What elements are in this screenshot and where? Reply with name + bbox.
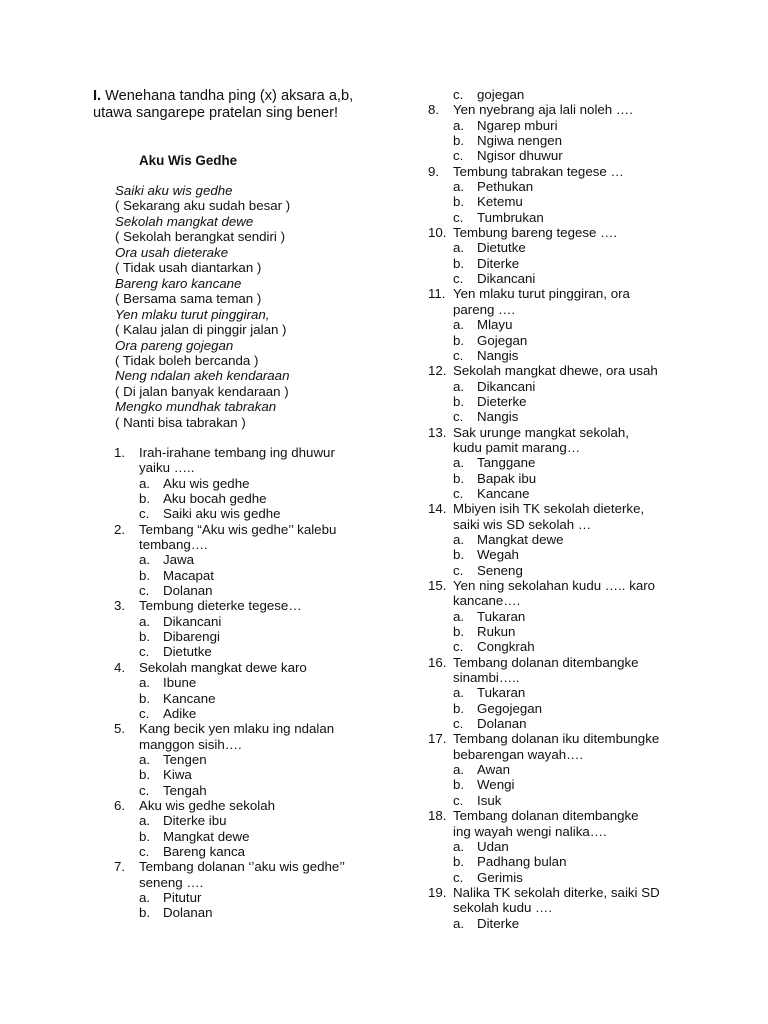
option-letter: b. [453,332,465,348]
option-letter: c. [139,506,150,522]
question-number: 17. [428,731,447,747]
option-letter: a. [139,675,151,691]
question-text: saiki wis SD sekolah … [453,516,592,532]
option-letter: c. [453,148,464,164]
question-item [114,721,374,798]
option-text: Isuk [477,792,502,808]
option-letter: c. [453,716,464,732]
question-number: 2. [114,521,126,537]
answer-option [453,87,748,102]
answer-options [453,685,748,731]
answer-option [453,547,748,562]
option-letter: b. [139,567,151,583]
answer-option [139,476,374,491]
option-text: Nangis [477,347,519,363]
option-letter: b. [453,547,465,563]
poem-line: Neng ndalan akeh kendaraan [115,368,290,384]
option-letter: a. [453,685,465,701]
answer-options [453,379,748,425]
option-text: Jawa [163,552,195,568]
option-text: Dibarengi [163,629,220,645]
question-item [428,225,748,286]
option-letter: c. [139,705,150,721]
option-letter: a. [453,608,465,624]
option-text: Dolanan [163,905,213,921]
option-letter: a. [139,475,151,491]
answer-options [139,890,374,921]
option-letter: b. [453,470,465,486]
question-text: Tembang dolanan ditembangke [453,654,639,670]
option-letter: b. [139,767,151,783]
poem-title: Aku Wis Gedhe [139,153,238,168]
option-text: Pethukan [477,179,534,195]
question-7-continuation [428,87,748,102]
question-item [428,102,748,163]
option-text: Bapak ibu [477,470,537,486]
question-item [428,655,748,732]
option-letter: b. [453,194,465,210]
option-text: Adike [163,705,197,721]
answer-option [139,691,374,706]
answer-options [453,179,748,225]
question-text: sinambi….. [453,670,520,686]
question-text: sekolah kudu …. [453,900,553,916]
option-text: Pitutur [163,889,202,905]
question-item [428,363,748,424]
answer-option [453,839,748,854]
question-number: 16. [428,654,447,670]
option-letter: c. [139,782,150,798]
option-text: Mangkat dewe [477,531,564,547]
instruction [93,88,368,122]
question-text: Yen ning sekolahan kudu ….. karo [453,578,656,593]
option-letter: b. [453,393,465,409]
question-text: Yen nyebrang aja lali noleh …. [453,102,633,118]
answer-option [453,179,748,194]
option-text: Macapat [163,567,214,583]
answer-option [139,905,374,920]
answer-option [453,256,748,271]
answer-option [453,210,748,225]
question-number: 7. [114,859,126,875]
answer-options [139,752,374,798]
question-text: Sekolah mangkat dewe karo [139,659,307,675]
answer-option [453,532,748,547]
option-letter: b. [139,629,151,645]
option-letter: c. [453,792,464,808]
option-text: Awan [477,762,511,778]
question-number: 15. [428,578,447,593]
question-number: 6. [114,797,126,813]
question-item [114,445,374,522]
option-letter: c. [453,409,464,425]
option-letter: a. [139,552,151,568]
option-text: Ngiwa nengen [477,133,563,149]
answer-option [453,394,748,409]
option-text: Gojegan [477,332,528,348]
option-text: Ngarep mburi [477,117,558,133]
question-text: Tembang “Aku wis gedhe’’ kalebu [139,521,337,537]
answer-option [453,348,748,363]
question-item [114,522,374,599]
answer-option [453,379,748,394]
poem-line: Ora usah dieterake [115,244,229,260]
option-text: Kiwa [163,767,192,783]
question-item [428,164,748,225]
poem-line: Bareng karo kancane [115,275,242,291]
question-number: 10. [428,225,447,241]
answer-option [453,133,748,148]
question-number: 1. [114,445,126,460]
answer-option [453,701,748,716]
answer-option [453,793,748,808]
poem-lyrics [115,183,375,430]
option-text: Gerimis [477,869,523,885]
option-letter: c. [453,639,464,655]
answer-option [453,148,748,163]
option-text: Diterke [477,255,520,271]
option-letter: b. [453,777,465,793]
option-text: Nangis [477,409,519,425]
option-letter: a. [139,613,151,629]
option-letter: a. [453,531,465,547]
option-letter: c. [139,843,150,859]
option-text: Dikancani [477,378,536,394]
question-item [428,808,748,885]
option-letter: b. [139,491,151,507]
option-letter: b. [453,854,465,870]
answer-option [453,317,748,332]
answer-option [453,486,748,501]
answer-option [453,194,748,209]
answer-options [453,839,748,885]
question-item [428,501,748,578]
question-number: 14. [428,501,447,517]
option-text: Dolanan [477,716,527,732]
option-letter: c. [453,485,464,501]
answer-option [139,629,374,644]
answer-options [453,87,748,102]
answer-option [139,675,374,690]
question-number: 11. [428,286,446,302]
option-letter: b. [453,255,465,271]
answer-option [139,829,374,844]
option-letter: c. [453,87,464,102]
answer-option [453,685,748,700]
question-text: tembang…. [139,537,208,553]
answer-option [453,870,748,885]
answer-option [139,706,374,721]
answer-options [139,614,374,660]
answer-option [139,752,374,767]
answer-option [453,777,748,792]
poem-line: ( Sekarang aku sudah besar ) [115,198,291,214]
answer-options [453,317,748,363]
answer-option [453,854,748,869]
poem-line: Yen mlaku turut pinggiran, [115,306,270,322]
option-text: Tukaran [477,608,526,624]
instruction-text: Wenehana tandha ping (x) aksara a,b, utawa sangarepe pratelan sing bener! [93,88,354,121]
question-text: Tembung dieterke tegese… [139,598,302,614]
option-text: Rukun [477,624,516,640]
answer-options [453,118,748,164]
question-item [428,578,748,655]
question-list-left [114,445,374,921]
option-text: Aku wis gedhe [163,475,250,491]
question-number: 18. [428,808,447,824]
option-text: Seneng [477,562,523,578]
poem-line: ( Di jalan banyak kendaraan ) [115,383,289,399]
answer-options [453,240,748,286]
question-text: ing wayah wengi nalika…. [453,823,607,839]
poem-line: ( Tidak boleh bercanda ) [115,352,259,368]
option-text: Tukaran [477,685,526,701]
poem-line: Sekolah mangkat dewe [115,213,254,229]
option-text: Wegah [477,547,519,563]
option-letter: c. [453,209,464,225]
option-letter: b. [453,133,465,149]
question-text: bebarengan wayah…. [453,746,584,762]
option-letter: a. [453,240,465,256]
question-number: 8. [428,102,440,118]
question-text: yaiku ….. [139,460,195,476]
answer-option [139,568,374,583]
option-text: Kancane [477,485,530,501]
question-number: 5. [114,721,126,737]
option-text: Dikancani [477,271,536,287]
question-text: kudu pamit marang… [453,439,581,455]
option-letter: b. [453,624,465,640]
option-text: Ibune [163,675,197,691]
answer-option [453,118,748,133]
question-number: 13. [428,424,447,440]
question-item [428,731,748,808]
option-letter: c. [453,869,464,885]
section-numeral: I. [93,88,102,104]
answer-option [139,583,374,598]
question-item [114,859,374,920]
answer-option [453,240,748,255]
question-text: Tembang dolanan ditembangke [453,808,639,824]
poem-line: ( Nanti bisa tabrakan ) [115,414,246,430]
question-text: Kang becik yen mlaku ing ndalan [139,721,335,737]
question-number: 3. [114,598,126,614]
answer-option [139,614,374,629]
question-text: seneng …. [139,874,204,890]
question-number: 9. [428,163,440,179]
answer-option [139,506,374,521]
question-item [428,885,748,931]
answer-option [453,333,748,348]
option-letter: b. [139,828,151,844]
option-text: Bareng kanca [163,843,246,859]
answer-option [139,813,374,828]
option-letter: a. [453,179,465,195]
option-letter: a. [453,455,465,471]
question-item [428,425,748,502]
option-letter: b. [139,905,151,921]
option-text: Ketemu [477,194,523,210]
question-item [114,598,374,659]
option-text: Dolanan [163,583,213,599]
option-text: Padhang bulan [477,854,567,870]
answer-option [453,563,748,578]
answer-option [453,471,748,486]
question-list-right [428,87,748,931]
answer-options [139,675,374,721]
question-text: Sekolah mangkat dhewe, ora usah [453,363,658,379]
option-text: gojegan [477,87,525,102]
option-letter: a. [139,889,151,905]
answer-option [453,409,748,424]
option-letter: b. [453,700,465,716]
question-text: Mbiyen isih TK sekolah dieterke, [453,501,645,517]
question-item [114,798,374,859]
option-letter: a. [453,117,465,133]
answer-option [453,271,748,286]
poem-line: Saiki aku wis gedhe [115,183,233,198]
option-text: Dietutke [163,644,212,660]
question-text: manggon sisih…. [139,736,242,752]
option-text: Tanggane [477,455,536,471]
answer-options [139,813,374,859]
option-letter: a. [453,378,465,394]
answer-options [453,455,748,501]
answer-option [139,552,374,567]
answer-options [139,552,374,598]
option-letter: c. [139,583,150,599]
question-text: Tembung tabrakan tegese … [453,163,624,179]
answer-option [453,716,748,731]
option-text: Saiki aku wis gedhe [163,506,281,522]
option-text: Dikancani [163,613,222,629]
option-text: Mangkat dewe [163,828,250,844]
option-text: Dietutke [477,240,526,256]
answer-option [139,767,374,782]
answer-option [453,455,748,470]
question-text: Nalika TK sekolah diterke, saiki SD [453,884,660,900]
option-text: Dieterke [477,393,527,409]
option-letter: c. [453,271,464,287]
question-text: Tembung bareng tegese …. [453,225,618,241]
answer-option [453,639,748,654]
poem-line: ( Tidak usah diantarkan ) [115,260,262,276]
option-text: Diterke [477,915,520,931]
option-letter: a. [453,915,465,931]
option-letter: a. [139,813,151,829]
option-text: Mlayu [477,317,513,333]
question-text: Tembang dolanan iku ditembungke [453,731,660,747]
answer-option [139,644,374,659]
answer-option [139,890,374,905]
option-text: Kancane [163,690,216,706]
option-letter: a. [453,317,465,333]
option-text: Diterke ibu [163,813,227,829]
option-text: Wengi [477,777,515,793]
option-letter: a. [453,762,465,778]
question-number: 12. [428,363,447,379]
answer-option [453,916,748,931]
option-text: Congkrah [477,639,535,655]
question-text: Tembang dolanan ‘’aku wis gedhe’’ [139,859,345,875]
question-text: Sak urunge mangkat sekolah, [453,424,629,440]
option-text: Tengen [163,751,207,767]
option-letter: b. [139,690,151,706]
question-item [428,286,748,363]
question-text: Yen mlaku turut pinggiran, ora [453,286,630,302]
poem-line: ( Sekolah berangkat sendiri ) [115,229,285,245]
question-text: pareng …. [453,301,516,317]
option-text: Tumbrukan [477,209,544,225]
question-item [114,660,374,721]
poem-line: Ora pareng gojegan [115,337,234,353]
question-number: 4. [114,659,126,675]
answer-options [453,762,748,808]
option-letter: c. [453,347,464,363]
answer-option [453,609,748,624]
answer-options [139,476,374,522]
answer-options [453,916,748,931]
option-letter: c. [453,562,464,578]
answer-option [453,762,748,777]
question-text: kancane…. [453,593,521,609]
question-text: Aku wis gedhe sekolah [139,797,276,813]
option-text: Gegojegan [477,700,543,716]
question-number: 19. [428,884,447,900]
option-text: Aku bocah gedhe [163,491,267,507]
poem-line: ( Bersama sama teman ) [115,291,262,307]
option-text: Udan [477,838,509,854]
answer-option [139,844,374,859]
option-text: Tengah [163,782,207,798]
poem-line: Mengko mundhak tabrakan [115,399,277,415]
answer-option [139,783,374,798]
answer-options [453,609,748,655]
option-letter: c. [139,644,150,660]
question-list-right-items [428,102,748,931]
option-text: Ngisor dhuwur [477,148,563,164]
answer-options [453,532,748,578]
answer-option [453,624,748,639]
option-letter: a. [139,751,151,767]
option-letter: a. [453,838,465,854]
answer-option [139,491,374,506]
question-text: Irah-irahane tembang ing dhuwur [139,445,335,460]
poem-line: ( Kalau jalan di pinggir jalan ) [115,322,287,338]
